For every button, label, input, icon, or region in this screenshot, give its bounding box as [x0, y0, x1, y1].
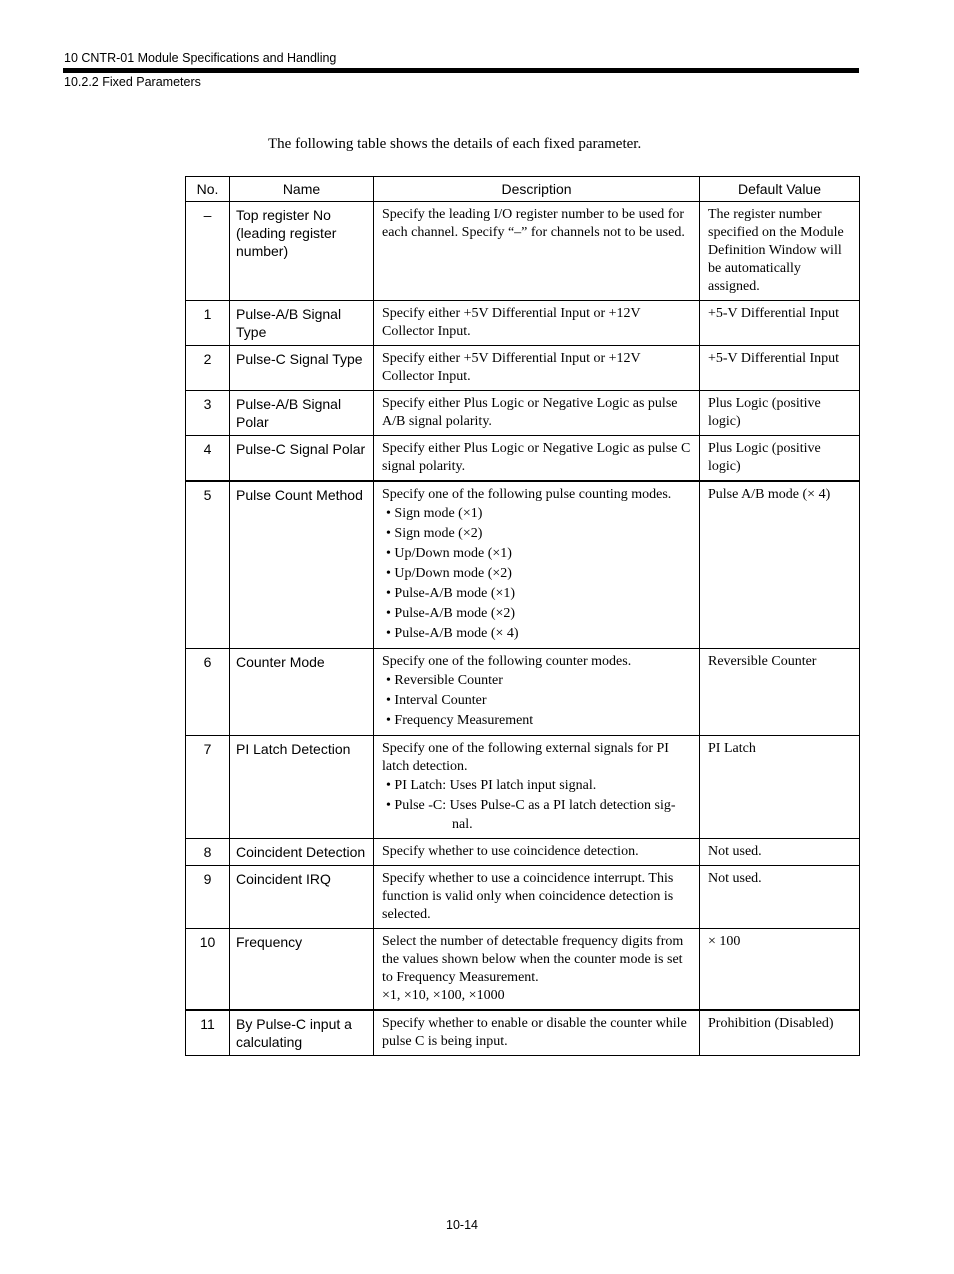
col-header-description: Description — [374, 177, 700, 202]
cell-no: 6 — [186, 649, 230, 736]
intro-text: The following table shows the details of each fixed parameter. — [268, 136, 642, 152]
bullet-item: • PI Latch: Uses PI latch input signal. — [386, 778, 597, 793]
bullet-item: • Sign mode (×1) — [386, 506, 483, 521]
table-row — [186, 301, 860, 346]
cell-default: Reversible Counter — [700, 649, 860, 736]
bullet-item: • Frequency Measurement — [386, 713, 534, 728]
table-row — [186, 736, 860, 839]
cell-no: 10 — [186, 929, 230, 1011]
cell-name: Pulse-C Signal Type — [230, 346, 374, 391]
cell-default: Not used. — [700, 839, 860, 866]
cell-no: 1 — [186, 301, 230, 346]
table-row — [186, 436, 860, 482]
bullet-item: • Pulse -C: Uses Pulse-C as a PI latch detection sig- — [386, 798, 676, 813]
bullet-item: • Sign mode (×2) — [386, 526, 483, 541]
cell-no: 7 — [186, 736, 230, 839]
table-row — [186, 481, 860, 649]
table-row — [186, 649, 860, 736]
description-text: Specify one of the following external signals for PI latch detection. — [382, 741, 669, 774]
cell-default: Plus Logic (positive logic) — [700, 391, 860, 436]
cell-no: – — [186, 202, 230, 301]
bullet-item: • Pulse-A/B mode (× 4) — [386, 626, 519, 641]
table-row — [186, 839, 860, 866]
cell-no: 2 — [186, 346, 230, 391]
cell-description: Specify whether to use a coincidence interrupt. This function is valid only when coincidence detection is selected. — [374, 866, 700, 929]
cell-name: By Pulse-C input a calculating — [230, 1010, 374, 1056]
cell-description — [374, 929, 700, 1011]
table-row — [186, 1010, 860, 1056]
cell-description: Specify either Plus Logic or Negative Logic as pulse A/B signal polarity. — [374, 391, 700, 436]
cell-no: 8 — [186, 839, 230, 866]
cell-description: Specify either +5V Differential Input or +12V Collector Input. — [374, 346, 700, 391]
cell-default: Plus Logic (positive logic) — [700, 436, 860, 482]
cell-no: 5 — [186, 481, 230, 649]
cell-name: Counter Mode — [230, 649, 374, 736]
cell-default: Prohibition (Disabled) — [700, 1010, 860, 1056]
cell-description: Specify whether to use coincidence detection. — [374, 839, 700, 866]
fixed-parameters-table — [185, 176, 860, 1056]
table-row — [186, 929, 860, 1011]
description-text: Specify one of the following pulse counting modes. — [382, 487, 672, 502]
cell-description: Specify either Plus Logic or Negative Logic as pulse C signal polarity. — [374, 436, 700, 482]
col-header-default: Default Value — [700, 177, 860, 202]
cell-name: PI Latch Detection — [230, 736, 374, 839]
cell-name: Pulse-A/B Signal Polar — [230, 391, 374, 436]
cell-default: +5-V Differential Input — [700, 301, 860, 346]
col-header-no: No. — [186, 177, 230, 202]
cell-no: 11 — [186, 1010, 230, 1056]
table-row — [186, 391, 860, 436]
table-header-row — [186, 177, 860, 202]
section-header: 10.2.2 Fixed Parameters — [64, 75, 201, 89]
cell-default: × 100 — [700, 929, 860, 1011]
cell-no: 3 — [186, 391, 230, 436]
bullet-continuation: nal. — [452, 817, 473, 832]
description-text: Select the number of detectable frequency digits from the values shown below when the counter mode is set to Frequency Measurement. — [382, 934, 684, 985]
cell-default: Pulse A/B mode (× 4) — [700, 481, 860, 649]
header-rule — [63, 68, 859, 73]
cell-description — [374, 736, 700, 839]
cell-default: +5-V Differential Input — [700, 346, 860, 391]
cell-name: Coincident Detection — [230, 839, 374, 866]
col-header-name: Name — [230, 177, 374, 202]
table-row — [186, 346, 860, 391]
bullet-item: • Reversible Counter — [386, 673, 503, 688]
bullet-item: • Pulse-A/B mode (×1) — [386, 586, 516, 601]
cell-description: Specify either +5V Differential Input or +12V Collector Input. — [374, 301, 700, 346]
cell-description — [374, 649, 700, 736]
cell-description — [374, 481, 700, 649]
cell-description: Specify whether to enable or disable the counter while pulse C is being input. — [374, 1010, 700, 1056]
cell-name: Top register No (leading register number) — [230, 202, 374, 301]
cell-name: Frequency — [230, 929, 374, 1011]
cell-name: Pulse Count Method — [230, 481, 374, 649]
page-number: 10-14 — [446, 1218, 478, 1232]
chapter-header: 10 CNTR-01 Module Specifications and Handling — [64, 51, 337, 65]
cell-no: 9 — [186, 866, 230, 929]
bullet-item: • Up/Down mode (×1) — [386, 546, 512, 561]
description-text: Specify one of the following counter modes. — [382, 654, 632, 669]
cell-no: 4 — [186, 436, 230, 482]
cell-name: Pulse-C Signal Polar — [230, 436, 374, 482]
table-row — [186, 202, 860, 301]
cell-name: Coincident IRQ — [230, 866, 374, 929]
frequency-options: ×1, ×10, ×100, ×1000 — [382, 988, 505, 1003]
bullet-item: • Interval Counter — [386, 693, 487, 708]
table-row — [186, 866, 860, 929]
cell-default: PI Latch — [700, 736, 860, 839]
bullet-item: • Up/Down mode (×2) — [386, 566, 512, 581]
cell-default: The register number specified on the Module Definition Window will be automatically assigned. — [700, 202, 860, 301]
bullet-item: • Pulse-A/B mode (×2) — [386, 606, 516, 621]
cell-name: Pulse-A/B Signal Type — [230, 301, 374, 346]
cell-default: Not used. — [700, 866, 860, 929]
cell-description: Specify the leading I/O register number to be used for each channel. Specify “–” for channels not to be used. — [374, 202, 700, 301]
